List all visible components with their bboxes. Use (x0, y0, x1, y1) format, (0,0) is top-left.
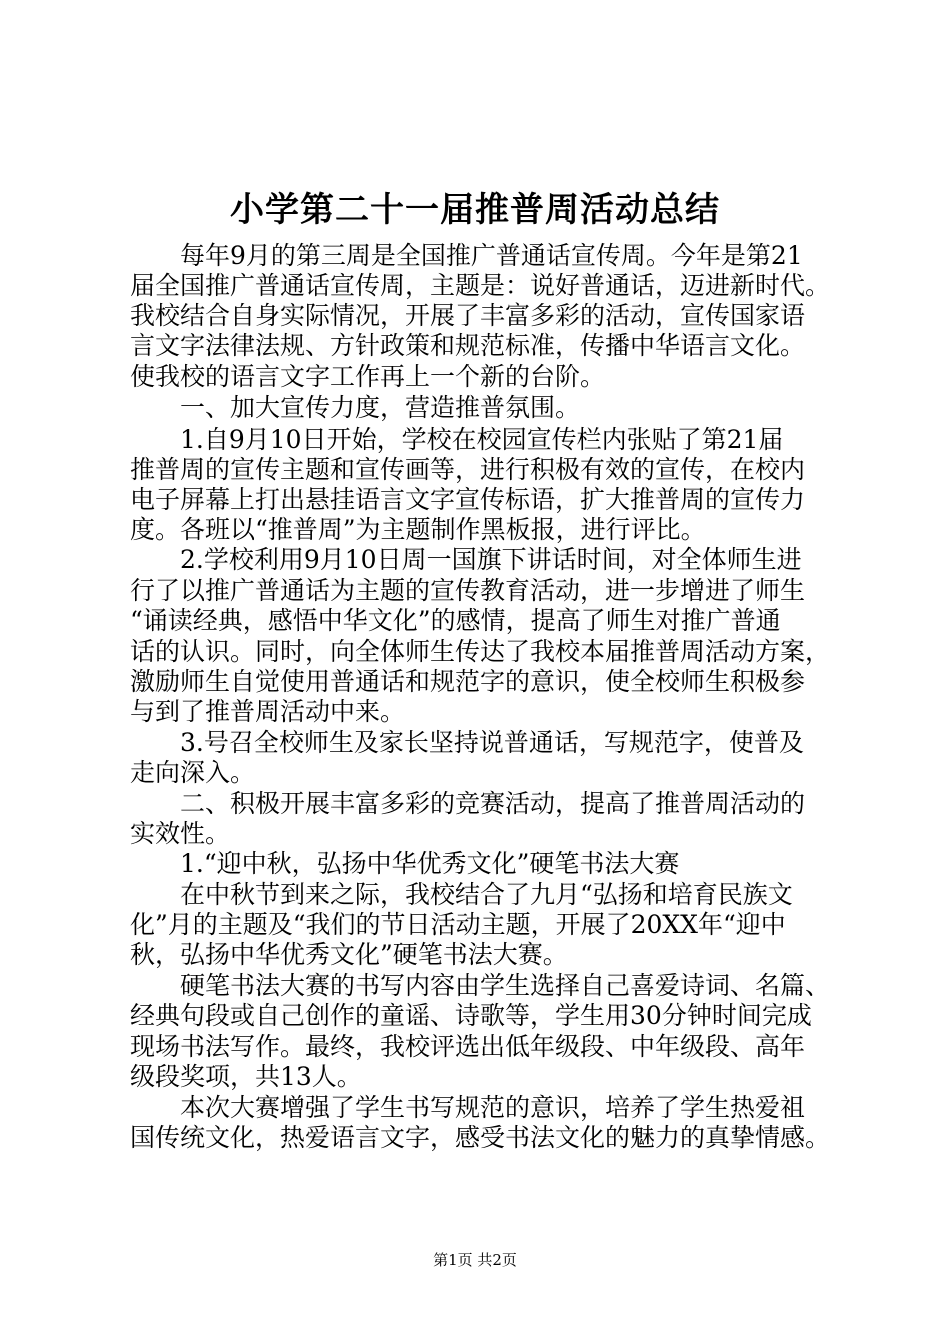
text-line: 国传统文化，热爱语言文字，感受书法文化的魅力的真挚情感。 (130, 1123, 831, 1152)
text-line: 硬笔书法大赛的书写内容由学生选择自己喜爱诗词、名篇、 (180, 971, 831, 1000)
text-line: 每年9月的第三周是全国推广普通话宣传周。今年是第21 (180, 241, 803, 270)
text-line: 秋，弘扬中华优秀文化”硬笔书法大赛。 (130, 940, 568, 969)
text-line: 本次大赛增强了学生书写规范的意识，培养了学生热爱祖 (180, 1093, 806, 1122)
text-line: 现场书法写作。最终，我校评选出低年级段、中年级段、高年 (130, 1032, 806, 1061)
text-line: 度。各班以“推普周”为主题制作黑板报，进行评比。 (130, 515, 706, 544)
section-heading: 一、加大宣传力度，营造推普氛围。 (180, 393, 581, 422)
section-heading: 二、积极开展丰富多彩的竞赛活动，提高了推普周活动的 (180, 789, 806, 818)
text-line: 推普周的宣传主题和宣传画等，进行积极有效的宣传，在校内 (130, 455, 806, 484)
subsection-heading: 1.“迎中秋，弘扬中华优秀文化”硬笔书法大赛 (180, 849, 680, 878)
text-line: 经典句段或自己创作的童谣、诗歌等，学生用30分钟时间完成 (130, 1001, 812, 1030)
text-line: 话的认识。同时，向全体师生传达了我校本届推普周活动方案， (130, 637, 831, 666)
text-line: 2.学校利用9月10日周一国旗下讲话时间，对全体师生进 (180, 545, 802, 574)
text-line: 使我校的语言文字工作再上一个新的台阶。 (130, 362, 606, 391)
text-line: 电子屏幕上打出悬挂语言文字宣传标语，扩大推普周的宣传力 (130, 485, 806, 514)
text-line: 3.号召全校师生及家长坚持说普通话，写规范字，使普及 (180, 728, 804, 757)
section-heading: 实效性。 (130, 819, 231, 848)
text-line: 我校结合自身实际情况，开展了丰富多彩的活动，宣传国家语 (130, 301, 806, 330)
text-line: 激励师生自觉使用普通话和规范字的意识，使全校师生积极参 (130, 667, 806, 696)
text-line: 与到了推普周活动中来。 (130, 697, 406, 726)
page-footer: 第1页 共2页 (433, 1251, 517, 1269)
text-line: 化”月的主题及“我们的节日活动主题，开展了20XX年“迎中 (130, 910, 786, 939)
text-line: “诵读经典，感悟中华文化”的感情，提高了师生对推广普通 (130, 606, 781, 635)
text-line: 1.自9月10日开始，学校在校园宣传栏内张贴了第21届 (180, 425, 784, 454)
text-line: 届全国推广普通话宣传周，主题是：说好普通话，迈进新时代。 (130, 271, 831, 300)
text-line: 走向深入。 (130, 758, 256, 787)
text-line: 级段奖项，共13人。 (130, 1062, 362, 1091)
page-title: 小学第二十一届推普周活动总结 (230, 190, 720, 230)
text-line: 行了以推广普通话为主题的宣传教育活动，进一步增进了师生 (130, 576, 806, 605)
text-line: 在中秋节到来之际，我校结合了九月“弘扬和培育民族文 (180, 880, 793, 909)
text-line: 言文字法律法规、方针政策和规范标准，传播中华语言文化。 (130, 331, 806, 360)
